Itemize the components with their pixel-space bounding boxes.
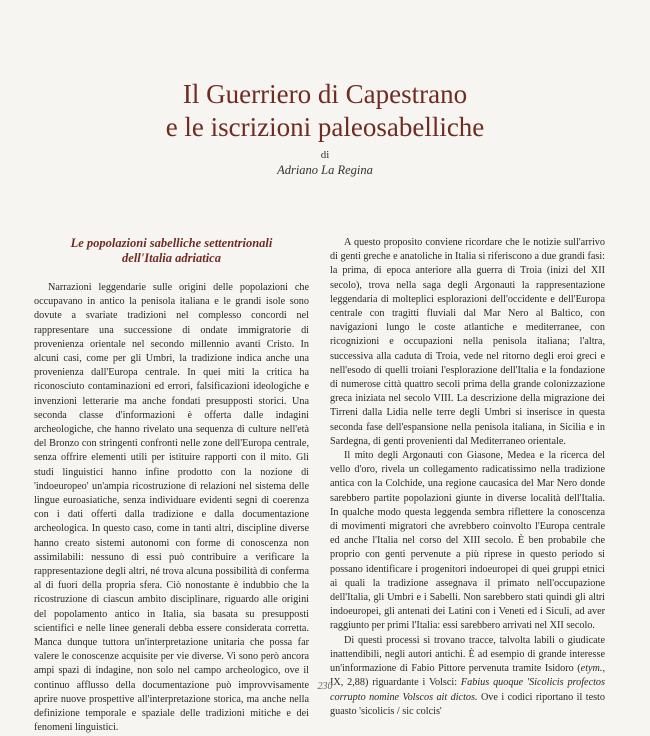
paragraph-3-text-end: Ove i codici riportano il testo guasto 'sicolicis / sic colcis' [330, 691, 605, 717]
paragraph-3-text-start: Di questi processi si trovano tracce, talvolta labili o giudicate inattendibili, negli autori antichi. È ad esempio di grande interesse un'informazione di Fabio Pittore pervenuta tramite Isidoro ( [330, 634, 605, 675]
section-title-line1: Le popolazioni sabelliche settentrionali [70, 236, 273, 250]
section-title [34, 236, 309, 266]
right-paragraph-2: Il mito degli Argonauti con Giasone, Medea e la ricerca del vello d'oro, rivela un collegamento radicatissimo nella tradizione antica con la Colchide, una regione caucasica del Mar Nero donde sarebbero partite popolazioni giunte in diverse località dell'Italia. In qualche modo questa leggenda sembra riflettere la conoscenza di movimenti migratori che avrebbero coinvolto l'Europa centrale ed anche l'Italia nel corso del XIII secolo. È ben probabile che proprio con genti pervenute a più riprese in questo periodo si possano identificare i progenitori indoeuropei di quei gruppi etnici ai quali la tradizione assegnava il primato nell'occupazione dell'Italia, gli Umbri e i Sabelli. Non sarebbero stati quindi gli altri indoeuropei, gli antenati dei Latini con i Veneti ed i Siculi, ad aver raggiunto per primi l'Italia: essi sarebbero arrivati nel XII secolo. [330, 450, 605, 632]
left-column [34, 236, 309, 736]
page-number: 230 [317, 681, 333, 692]
left-paragraph-1: Narrazioni leggendarie sulle origini delle popolazioni che occupavano in antico la penisola italiana e le grandi isole sono dovute a svariate tradizioni nel complesso concordi nel rappresentare una successione di ondate immigratorie di provenienza orientale nel secondo millennio avanti Cristo. In alcuni casi, come per gli Umbri, la tradizione indica anche una provenienza dall'Europa centrale. In quei miti la critica ha riconosciuto contaminazioni ed errori, falsificazioni ideologiche e invenzioni letterarie ma anche fondati presupposti storici. Una seconda classe d'informazioni è offerta dalle indagini archeologiche, che hanno rivelato una sequenza di culture nell'età del Bronzo con stringenti confronti nelle zone dell'Europa centrale, senza offrire elementi utili per istituire rapporti con il mito. Gli studi linguistici hanno infine prodotto con la nozione di 'indoeuropeo' un'ampia ricostruzione di relazioni nel sistema delle lingue euroasiatiche, senza individuare evidenti segni di coerenza con i dati offerti dalla tradizione e dalla documentazione archeologica. In questo caso, come in tanti altri, discipline diverse hanno creato sistemi autonomi con forme di conoscenza non assimilabili: nessuno di essi può contribuire a verificare la rappresentazione degli altri, né trova alcuna possibilità di conferma al di fuori della propria sfera. Ciò nonostante è indubbio che la ricostruzione di ciascun ambito disciplinare, riguardo alle origini del popolamento antico in Italia, sia basata su presupposti scientifici e nelle linee generali debba essere considerata corretta. Manca dunque tuttora un'interpretazione unitaria che possa far valere le conoscenze acquisite per vie diverse. Vi sono però ancora ampi spazi di indagine, non solo nel campo archeologico, ove il continuo afflusso della documentazione può improvvisamente aprire nuove prospettive all'interpretazione storica, ma anche nella definizione temporale e spaziale delle tradizioni mitiche e dei fenomeni linguistici. [34, 282, 309, 734]
author-name: Adriano La Regina [277, 163, 373, 177]
section-title-line2: dell'Italia adriatica [122, 251, 221, 265]
right-column [330, 236, 605, 719]
right-paragraph-1: A questo proposito conviene ricordare che le notizie sull'arrivo di genti greche e anatoliche in Italia si riferiscono a due grandi fasi: la prima, di epoca anteriore alla guerra di Troia (inizi del XII secolo), trova nella saga degli Argonauti la rappresentazione leggendaria di molteplici esplorazioni dell'occidente e dell'Europa centrale con tragitti fluviali dal Mar Nero al Baltico, con navigazioni lungo le coste atlantiche e mediterranee, con ricognizioni e occupazioni nella penisola italiana; l'altra, successiva alla caduta di Troia, vede nel ritorno degli eroi greci e nell'esodo di quelli troiani l'esplorazione dell'Italia e la fondazione di numerose città quattro secoli prima della grande colonizzazione greca iniziata nel secolo VIII. La descrizione della migrazione dei Tirreni dalla Lidia nelle terre degli Umbri si inserisce in questa seconda fase dell'espansione nella penisola italiana, in Sicilia e in Sardegna, di genti provenienti dal Mediterraneo orientale. [330, 237, 605, 447]
paragraph-3-latin-quote: Fabius quoque 'Sicolicis profectos corrupto nomine Volscos ait dictos. [330, 677, 605, 703]
article-title [0, 78, 650, 144]
right-paragraph-3 [330, 634, 605, 719]
byline-di: di [320, 149, 330, 161]
paragraph-3-text-mid: , IX, 2,88) riguardante i Volsci: [330, 663, 605, 689]
article-title-line1: Il Guerriero di Capestrano [182, 79, 468, 109]
paragraph-3-citation: etym. [580, 663, 603, 675]
article-title-line2: e le iscrizioni paleosabelliche [165, 112, 485, 142]
